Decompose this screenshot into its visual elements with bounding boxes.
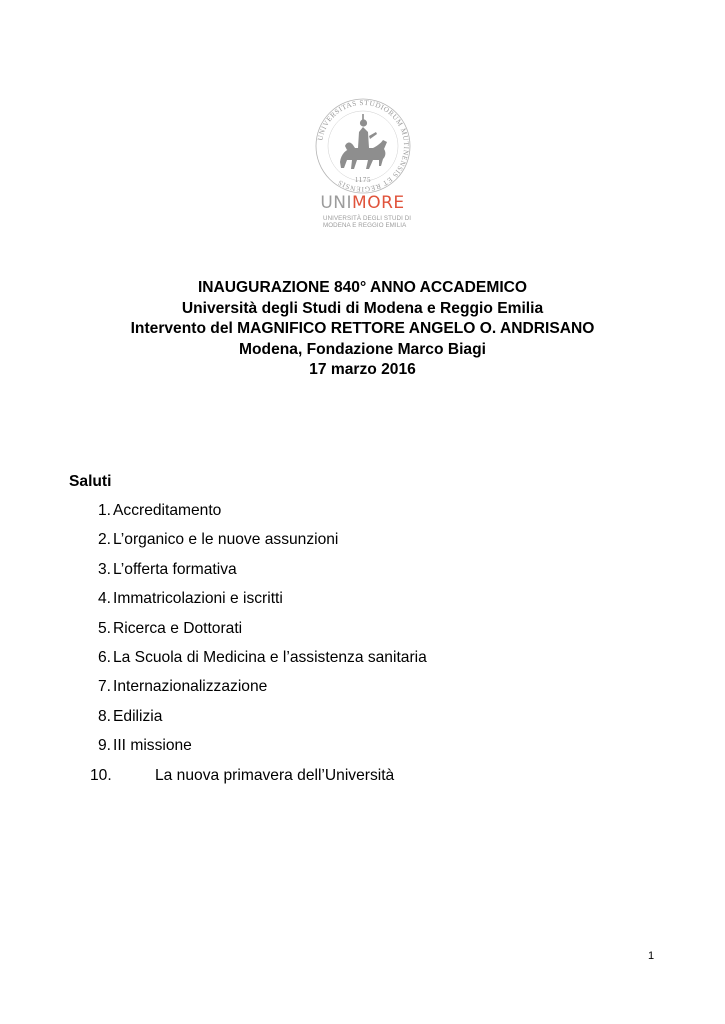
list-item-number: 8. [97, 707, 111, 725]
document-title [0, 278, 725, 381]
list-item-label: Accreditamento [113, 502, 222, 519]
logo-subtitle-line1: UNIVERSITÀ DEGLI STUDI DI [323, 215, 412, 222]
list-item-number: 2. [97, 531, 111, 549]
seal-year: 1175 [354, 176, 371, 184]
list-item-number: 9. [97, 737, 111, 755]
list-item [0, 648, 725, 677]
list-item-label: La nuova primavera dell’Università [155, 766, 395, 784]
list-item-label: Immatricolazioni e iscritti [113, 590, 283, 608]
university-logo [0, 96, 725, 230]
university-seal-icon [313, 96, 413, 196]
wordmark-uni: UNI [320, 193, 353, 213]
list-item [0, 707, 725, 736]
list-item-number: 3. [97, 560, 111, 578]
list-item-label: III missione [113, 737, 192, 755]
list-item [0, 619, 725, 648]
list-item-number: 7. [97, 678, 111, 696]
seal-inscription: UNIVERSITAS STUDIORUM MUTINENSIS ET REGIENSIS [315, 98, 410, 194]
title-line-event: INAUGURAZIONE 840° ANNO ACCADEMICO [197, 279, 528, 296]
list-item-label: Edilizia [113, 707, 163, 725]
title-line-venue: Modena, Fondazione Marco Biagi [239, 340, 486, 358]
list-item-label: L’organico e le nuove assunzioni [113, 531, 339, 549]
list-item-number: 4. [97, 590, 111, 608]
list-item-number: 10. [90, 766, 112, 784]
list-item-number: 1. [97, 502, 111, 519]
list-item [0, 560, 725, 589]
page-number: 1 [648, 950, 655, 962]
wordmark-more: MORE [352, 193, 405, 213]
list-item [0, 766, 725, 795]
section-heading: Saluti [69, 473, 112, 490]
list-item [0, 501, 725, 530]
list-item-number: 5. [97, 619, 111, 637]
logo-wordmark [0, 194, 725, 212]
list-item-label: Ricerca e Dottorati [113, 619, 243, 637]
logo-subtitle [323, 215, 411, 229]
list-item-label: Internazionalizzazione [113, 678, 268, 696]
horse-rider-icon [340, 114, 387, 169]
list-item-number: 6. [97, 648, 111, 666]
list-item-label: L’offerta formativa [113, 560, 237, 578]
table-of-contents [0, 501, 725, 795]
logo-subtitle-line2: MODENA E REGGIO EMILIA [323, 222, 407, 230]
title-line-speaker: Intervento del MAGNIFICO RETTORE ANGELO O. ANDRISANO [130, 320, 595, 337]
list-item-label: La Scuola di Medicina e l’assistenza sanitaria [113, 648, 427, 666]
title-line-date: 17 marzo 2016 [309, 361, 416, 378]
list-item [0, 530, 725, 559]
list-item [0, 589, 725, 618]
list-item [0, 677, 725, 706]
list-item [0, 736, 725, 765]
title-line-university: Università degli Studi di Modena e Reggio Emilia [181, 299, 544, 317]
